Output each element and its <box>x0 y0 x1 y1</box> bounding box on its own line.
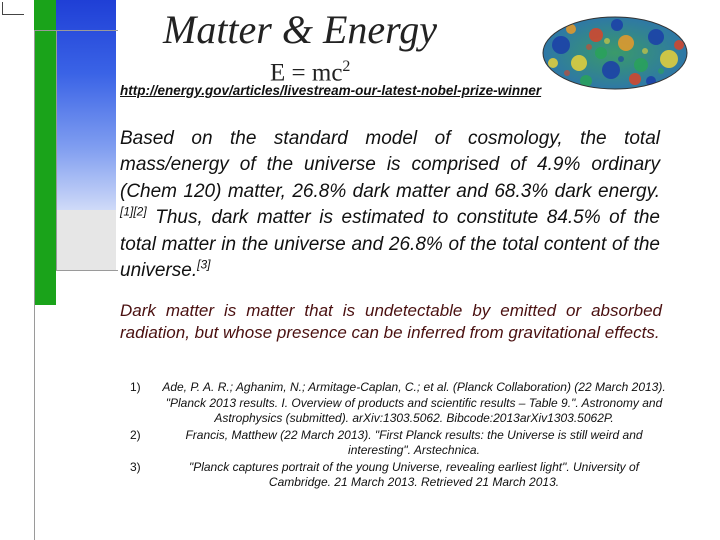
reference-text: Ade, P. A. R.; Aghanim, N.; Armitage-Caplan, C.; et al. (Planck Collaboration) (22 March 2013). "Planck 2013 results. I. Overview of products and scientific results – Table 9.". Astronomy and Astrophysics (submitted). arXiv:1303.5062. Bibcode:2013arXiv1303.5062P. <box>162 380 666 425</box>
decor-grey-block <box>56 210 116 270</box>
cmb-sky-map-icon <box>541 15 689 91</box>
references-list <box>130 380 670 492</box>
reference-text: Francis, Matthew (22 March 2013). "First Planck results: the Universe is still weird and interesting". Arstechnica. <box>185 427 643 457</box>
reference-item <box>130 460 670 491</box>
decor-line <box>34 30 35 540</box>
formula-base: E = mc <box>270 59 343 87</box>
slide-title: Matter & Energy <box>163 7 438 52</box>
paragraph-dark-matter-definition: Dark matter is matter that is undetectable by emitted or absorbed radiation, but whose presence can be inferred from gravitational effects. <box>120 301 662 342</box>
paragraph-composition <box>120 126 660 284</box>
decor-line <box>34 30 118 31</box>
decor-corner-mark <box>2 14 24 15</box>
decor-blue-bar <box>56 0 116 210</box>
decor-line <box>56 30 57 270</box>
reference-item <box>130 428 670 459</box>
citation-2[interactable]: [2] <box>133 204 147 219</box>
formula-exponent: 2 <box>342 58 351 75</box>
source-link[interactable]: http://energy.gov/articles/livestream-our-latest-nobel-prize-winner <box>120 83 542 98</box>
reference-text: "Planck captures portrait of the young Universe, revealing earliest light". University of Cambridge. 21 March 2013. Retrieved 21 March 2013. <box>188 459 640 489</box>
decor-corner-mark <box>2 2 3 14</box>
reference-item <box>130 380 670 427</box>
citation-1[interactable]: [1] <box>120 204 134 219</box>
citation-3[interactable]: [3] <box>197 257 211 272</box>
decor-green-bar <box>34 0 56 305</box>
paragraph-composition-text-2: Thus, dark matter is estimated to constitute 84.5% of the total matter in the universe and 26.8% of the total content of the universe. <box>120 207 660 282</box>
paragraph-composition-text: Based on the standard model of cosmology, the total mass/energy of the universe is comprised of 4.9% ordinary (Chem 120) matter, 26.8% dark matter and 68.3% dark energy. <box>120 128 660 202</box>
reference-number: 3) <box>130 459 141 474</box>
reference-number: 1) <box>130 380 141 394</box>
decor-line <box>56 270 118 271</box>
reference-number: 2) <box>130 427 141 442</box>
